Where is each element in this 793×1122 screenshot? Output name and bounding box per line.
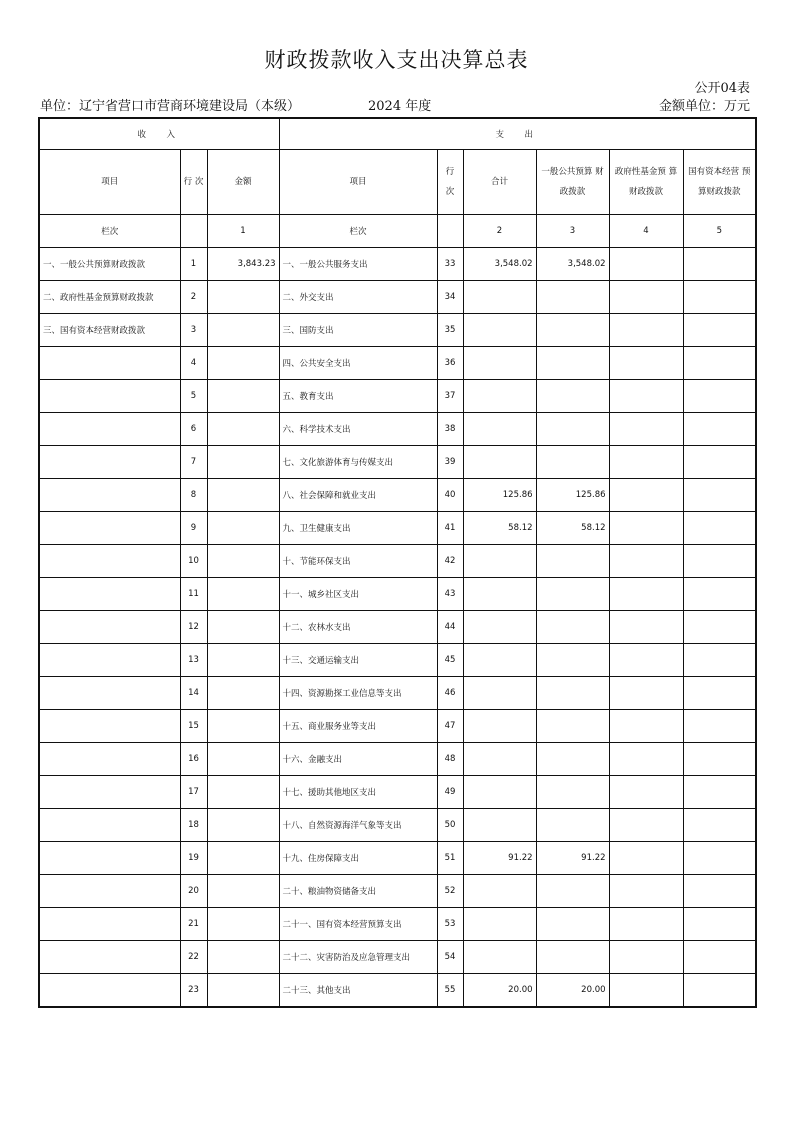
capital-budget-cell	[683, 643, 756, 676]
table-row	[39, 709, 756, 742]
income-amount-cell	[207, 544, 279, 577]
col-income-amount: 金额	[207, 149, 279, 214]
expense-item-cell: 四、公共安全支出	[279, 346, 437, 379]
capital-budget-cell	[683, 742, 756, 775]
fund-budget-cell	[609, 676, 683, 709]
income-amount-cell	[207, 313, 279, 346]
income-item-cell	[39, 412, 180, 445]
expense-item-cell: 十六、金融支出	[279, 742, 437, 775]
income-item-cell	[39, 544, 180, 577]
index-label-2: 栏次	[279, 214, 437, 247]
income-amount-cell	[207, 874, 279, 907]
general-budget-cell	[536, 742, 609, 775]
expense-row-no-cell: 43	[437, 577, 463, 610]
capital-budget-cell	[683, 412, 756, 445]
income-amount-cell	[207, 478, 279, 511]
total-cell	[463, 412, 536, 445]
year-label: 2024 年度	[368, 99, 432, 114]
income-item-cell	[39, 676, 180, 709]
income-item-cell	[39, 610, 180, 643]
table-row	[39, 280, 756, 313]
income-item-cell	[39, 445, 180, 478]
total-cell	[463, 610, 536, 643]
index-blank-2	[437, 214, 463, 247]
col-total: 合计	[463, 149, 536, 214]
total-cell	[463, 775, 536, 808]
table-row	[39, 643, 756, 676]
expense-row-no-cell: 35	[437, 313, 463, 346]
total-cell: 20.00	[463, 973, 536, 1007]
table-row	[39, 742, 756, 775]
capital-budget-cell	[683, 610, 756, 643]
general-budget-cell	[536, 676, 609, 709]
expense-row-no-cell: 48	[437, 742, 463, 775]
income-row-no-cell: 19	[180, 841, 207, 874]
total-cell	[463, 379, 536, 412]
column-header-row	[39, 149, 756, 214]
income-row-no-cell: 4	[180, 346, 207, 379]
income-amount-cell	[207, 643, 279, 676]
table-row	[39, 577, 756, 610]
expense-item-cell: 二十三、其他支出	[279, 973, 437, 1007]
table-row	[39, 874, 756, 907]
expense-row-no-cell: 34	[437, 280, 463, 313]
general-budget-cell	[536, 775, 609, 808]
table-row	[39, 379, 756, 412]
income-item-cell	[39, 973, 180, 1007]
income-item-cell	[39, 643, 180, 676]
fund-budget-cell	[609, 379, 683, 412]
income-amount-cell	[207, 742, 279, 775]
expense-row-no-cell: 49	[437, 775, 463, 808]
income-row-no-cell: 2	[180, 280, 207, 313]
expense-row-no-cell: 44	[437, 610, 463, 643]
capital-budget-cell	[683, 874, 756, 907]
capital-budget-cell	[683, 907, 756, 940]
income-item-cell	[39, 478, 180, 511]
income-item-cell	[39, 709, 180, 742]
total-cell	[463, 577, 536, 610]
col-general-budget: 一般公共预算 财政拨款	[536, 149, 609, 214]
total-cell	[463, 544, 536, 577]
col-fund-budget: 政府性基金预 算财政拨款	[609, 149, 683, 214]
general-budget-cell	[536, 412, 609, 445]
fund-budget-cell	[609, 742, 683, 775]
fund-budget-cell	[609, 643, 683, 676]
general-budget-cell	[536, 610, 609, 643]
income-row-no-cell: 15	[180, 709, 207, 742]
expense-item-cell: 二、外交支出	[279, 280, 437, 313]
col-income-item: 项目	[39, 149, 180, 214]
general-budget-cell	[536, 808, 609, 841]
fund-budget-cell	[609, 907, 683, 940]
income-row-no-cell: 12	[180, 610, 207, 643]
income-item-cell	[39, 907, 180, 940]
income-row-no-cell: 6	[180, 412, 207, 445]
fund-budget-cell	[609, 445, 683, 478]
income-row-no-cell: 17	[180, 775, 207, 808]
income-row-no-cell: 23	[180, 973, 207, 1007]
income-item-cell: 三、国有资本经营财政拨款	[39, 313, 180, 346]
capital-budget-cell	[683, 841, 756, 874]
general-budget-cell: 20.00	[536, 973, 609, 1007]
expense-item-cell: 十、节能环保支出	[279, 544, 437, 577]
expense-item-cell: 十四、资源勘探工业信息等支出	[279, 676, 437, 709]
income-row-no-cell: 7	[180, 445, 207, 478]
total-cell	[463, 874, 536, 907]
section-header-row	[39, 118, 756, 149]
income-amount-cell	[207, 907, 279, 940]
income-amount-cell	[207, 775, 279, 808]
fund-budget-cell	[609, 940, 683, 973]
expense-item-cell: 十七、援助其他地区支出	[279, 775, 437, 808]
income-item-cell	[39, 742, 180, 775]
capital-budget-cell	[683, 577, 756, 610]
general-budget-cell	[536, 940, 609, 973]
general-budget-cell	[536, 379, 609, 412]
table-row	[39, 610, 756, 643]
table-row	[39, 313, 756, 346]
expense-item-cell: 十五、商业服务业等支出	[279, 709, 437, 742]
expense-item-cell: 十三、交通运输支出	[279, 643, 437, 676]
expense-item-cell: 八、社会保障和就业支出	[279, 478, 437, 511]
fund-budget-cell	[609, 874, 683, 907]
fund-budget-cell	[609, 841, 683, 874]
income-row-no-cell: 5	[180, 379, 207, 412]
col-capital-budget: 国有资本经营 预算财政拨款	[683, 149, 756, 214]
total-cell	[463, 445, 536, 478]
capital-budget-cell	[683, 445, 756, 478]
income-item-cell: 一、一般公共预算财政拨款	[39, 247, 180, 280]
income-row-no-cell: 10	[180, 544, 207, 577]
income-row-no-cell: 20	[180, 874, 207, 907]
capital-budget-cell	[683, 280, 756, 313]
income-item-cell	[39, 577, 180, 610]
expense-item-cell: 三、国防支出	[279, 313, 437, 346]
income-amount-cell: 3,843.23	[207, 247, 279, 280]
expense-row-no-cell: 36	[437, 346, 463, 379]
index-c2: 2	[463, 214, 536, 247]
index-label: 栏次	[39, 214, 180, 247]
total-cell	[463, 742, 536, 775]
total-cell	[463, 643, 536, 676]
fund-budget-cell	[609, 346, 683, 379]
expense-item-cell: 九、卫生健康支出	[279, 511, 437, 544]
index-c3: 3	[536, 214, 609, 247]
expense-item-cell: 六、科学技术支出	[279, 412, 437, 445]
general-budget-cell: 58.12	[536, 511, 609, 544]
general-budget-cell	[536, 346, 609, 379]
income-item-cell	[39, 346, 180, 379]
index-row	[39, 214, 756, 247]
income-amount-cell	[207, 280, 279, 313]
income-amount-cell	[207, 610, 279, 643]
expense-item-cell: 五、教育支出	[279, 379, 437, 412]
capital-budget-cell	[683, 544, 756, 577]
expense-row-no-cell: 33	[437, 247, 463, 280]
col-expense-item: 项目	[279, 149, 437, 214]
capital-budget-cell	[683, 511, 756, 544]
table-row	[39, 973, 756, 1007]
finance-table	[38, 117, 757, 1008]
fund-budget-cell	[609, 709, 683, 742]
income-amount-cell	[207, 841, 279, 874]
table-row	[39, 445, 756, 478]
fund-budget-cell	[609, 280, 683, 313]
general-budget-cell: 91.22	[536, 841, 609, 874]
income-section-header: 收 入	[39, 118, 279, 149]
index-c1: 1	[207, 214, 279, 247]
general-budget-cell	[536, 874, 609, 907]
index-c5: 5	[683, 214, 756, 247]
money-unit-label: 金额单位：万元	[658, 99, 750, 114]
income-amount-cell	[207, 808, 279, 841]
fund-budget-cell	[609, 412, 683, 445]
expense-row-no-cell: 45	[437, 643, 463, 676]
income-item-cell	[39, 874, 180, 907]
fund-budget-cell	[609, 478, 683, 511]
income-amount-cell	[207, 973, 279, 1007]
fund-budget-cell	[609, 511, 683, 544]
fund-budget-cell	[609, 577, 683, 610]
capital-budget-cell	[683, 709, 756, 742]
expense-row-no-cell: 39	[437, 445, 463, 478]
fund-budget-cell	[609, 313, 683, 346]
income-amount-cell	[207, 577, 279, 610]
table-row	[39, 808, 756, 841]
table-row	[39, 346, 756, 379]
total-cell	[463, 709, 536, 742]
expense-item-cell: 十九、住房保障支出	[279, 841, 437, 874]
fund-budget-cell	[609, 775, 683, 808]
income-item-cell	[39, 379, 180, 412]
general-budget-cell	[536, 709, 609, 742]
table-row	[39, 478, 756, 511]
income-amount-cell	[207, 445, 279, 478]
expense-item-cell: 二十、粮油物资储备支出	[279, 874, 437, 907]
expense-item-cell: 十八、自然资源海洋气象等支出	[279, 808, 437, 841]
fund-budget-cell	[609, 610, 683, 643]
expense-row-no-cell: 46	[437, 676, 463, 709]
total-cell: 125.86	[463, 478, 536, 511]
table-row	[39, 412, 756, 445]
meta-line	[40, 95, 750, 113]
capital-budget-cell	[683, 379, 756, 412]
income-item-cell	[39, 940, 180, 973]
income-amount-cell	[207, 511, 279, 544]
col-income-row-no: 行 次	[180, 149, 207, 214]
expense-row-no-cell: 52	[437, 874, 463, 907]
expense-row-no-cell: 37	[437, 379, 463, 412]
income-row-no-cell: 21	[180, 907, 207, 940]
table-row	[39, 775, 756, 808]
income-amount-cell	[207, 412, 279, 445]
capital-budget-cell	[683, 478, 756, 511]
index-c4: 4	[609, 214, 683, 247]
income-row-no-cell: 22	[180, 940, 207, 973]
table-row	[39, 841, 756, 874]
income-row-no-cell: 16	[180, 742, 207, 775]
general-budget-cell	[536, 643, 609, 676]
general-budget-cell: 3,548.02	[536, 247, 609, 280]
capital-budget-cell	[683, 775, 756, 808]
general-budget-cell	[536, 577, 609, 610]
expense-row-no-cell: 41	[437, 511, 463, 544]
capital-budget-cell	[683, 940, 756, 973]
income-row-no-cell: 14	[180, 676, 207, 709]
total-cell: 58.12	[463, 511, 536, 544]
general-budget-cell	[536, 313, 609, 346]
general-budget-cell	[536, 544, 609, 577]
income-amount-cell	[207, 379, 279, 412]
total-cell	[463, 808, 536, 841]
income-amount-cell	[207, 940, 279, 973]
capital-budget-cell	[683, 676, 756, 709]
total-cell	[463, 346, 536, 379]
expense-item-cell: 二十二、灾害防治及应急管理支出	[279, 940, 437, 973]
total-cell	[463, 676, 536, 709]
general-budget-cell	[536, 907, 609, 940]
income-amount-cell	[207, 709, 279, 742]
income-row-no-cell: 9	[180, 511, 207, 544]
table-row	[39, 676, 756, 709]
expense-item-cell: 十一、城乡社区支出	[279, 577, 437, 610]
table-row	[39, 511, 756, 544]
income-item-cell	[39, 775, 180, 808]
expense-item-cell: 七、文化旅游体育与传媒支出	[279, 445, 437, 478]
unit-label: 单位：辽宁省营口市营商环境建设局（本级）	[40, 99, 301, 114]
expense-section-header: 支 出	[279, 118, 756, 149]
income-row-no-cell: 8	[180, 478, 207, 511]
fund-budget-cell	[609, 808, 683, 841]
income-row-no-cell: 3	[180, 313, 207, 346]
income-row-no-cell: 11	[180, 577, 207, 610]
expense-row-no-cell: 53	[437, 907, 463, 940]
fund-budget-cell	[609, 247, 683, 280]
income-item-cell	[39, 808, 180, 841]
capital-budget-cell	[683, 973, 756, 1007]
expense-item-cell: 二十一、国有资本经营预算支出	[279, 907, 437, 940]
general-budget-cell	[536, 445, 609, 478]
capital-budget-cell	[683, 346, 756, 379]
total-cell: 91.22	[463, 841, 536, 874]
expense-row-no-cell: 42	[437, 544, 463, 577]
income-row-no-cell: 1	[180, 247, 207, 280]
capital-budget-cell	[683, 247, 756, 280]
table-row	[39, 247, 756, 280]
total-cell	[463, 313, 536, 346]
general-budget-cell	[536, 280, 609, 313]
col-expense-row-no: 行 次	[437, 149, 463, 214]
income-amount-cell	[207, 346, 279, 379]
fund-budget-cell	[609, 973, 683, 1007]
capital-budget-cell	[683, 313, 756, 346]
total-cell	[463, 280, 536, 313]
total-cell	[463, 940, 536, 973]
expense-row-no-cell: 38	[437, 412, 463, 445]
income-item-cell: 二、政府性基金预算财政拨款	[39, 280, 180, 313]
general-budget-cell: 125.86	[536, 478, 609, 511]
expense-row-no-cell: 40	[437, 478, 463, 511]
table-row	[39, 544, 756, 577]
index-blank	[180, 214, 207, 247]
capital-budget-cell	[683, 808, 756, 841]
form-code: 公开04表	[694, 81, 750, 96]
table-row	[39, 940, 756, 973]
expense-row-no-cell: 55	[437, 973, 463, 1007]
expense-item-cell: 十二、农林水支出	[279, 610, 437, 643]
page-title: 财政拨款收入支出决算总表	[264, 48, 529, 72]
total-cell: 3,548.02	[463, 247, 536, 280]
expense-item-cell: 一、一般公共服务支出	[279, 247, 437, 280]
total-cell	[463, 907, 536, 940]
expense-row-no-cell: 50	[437, 808, 463, 841]
income-amount-cell	[207, 676, 279, 709]
table-row	[39, 907, 756, 940]
fund-budget-cell	[609, 544, 683, 577]
expense-row-no-cell: 47	[437, 709, 463, 742]
income-item-cell	[39, 511, 180, 544]
income-row-no-cell: 13	[180, 643, 207, 676]
income-item-cell	[39, 841, 180, 874]
expense-row-no-cell: 51	[437, 841, 463, 874]
income-row-no-cell: 18	[180, 808, 207, 841]
expense-row-no-cell: 54	[437, 940, 463, 973]
